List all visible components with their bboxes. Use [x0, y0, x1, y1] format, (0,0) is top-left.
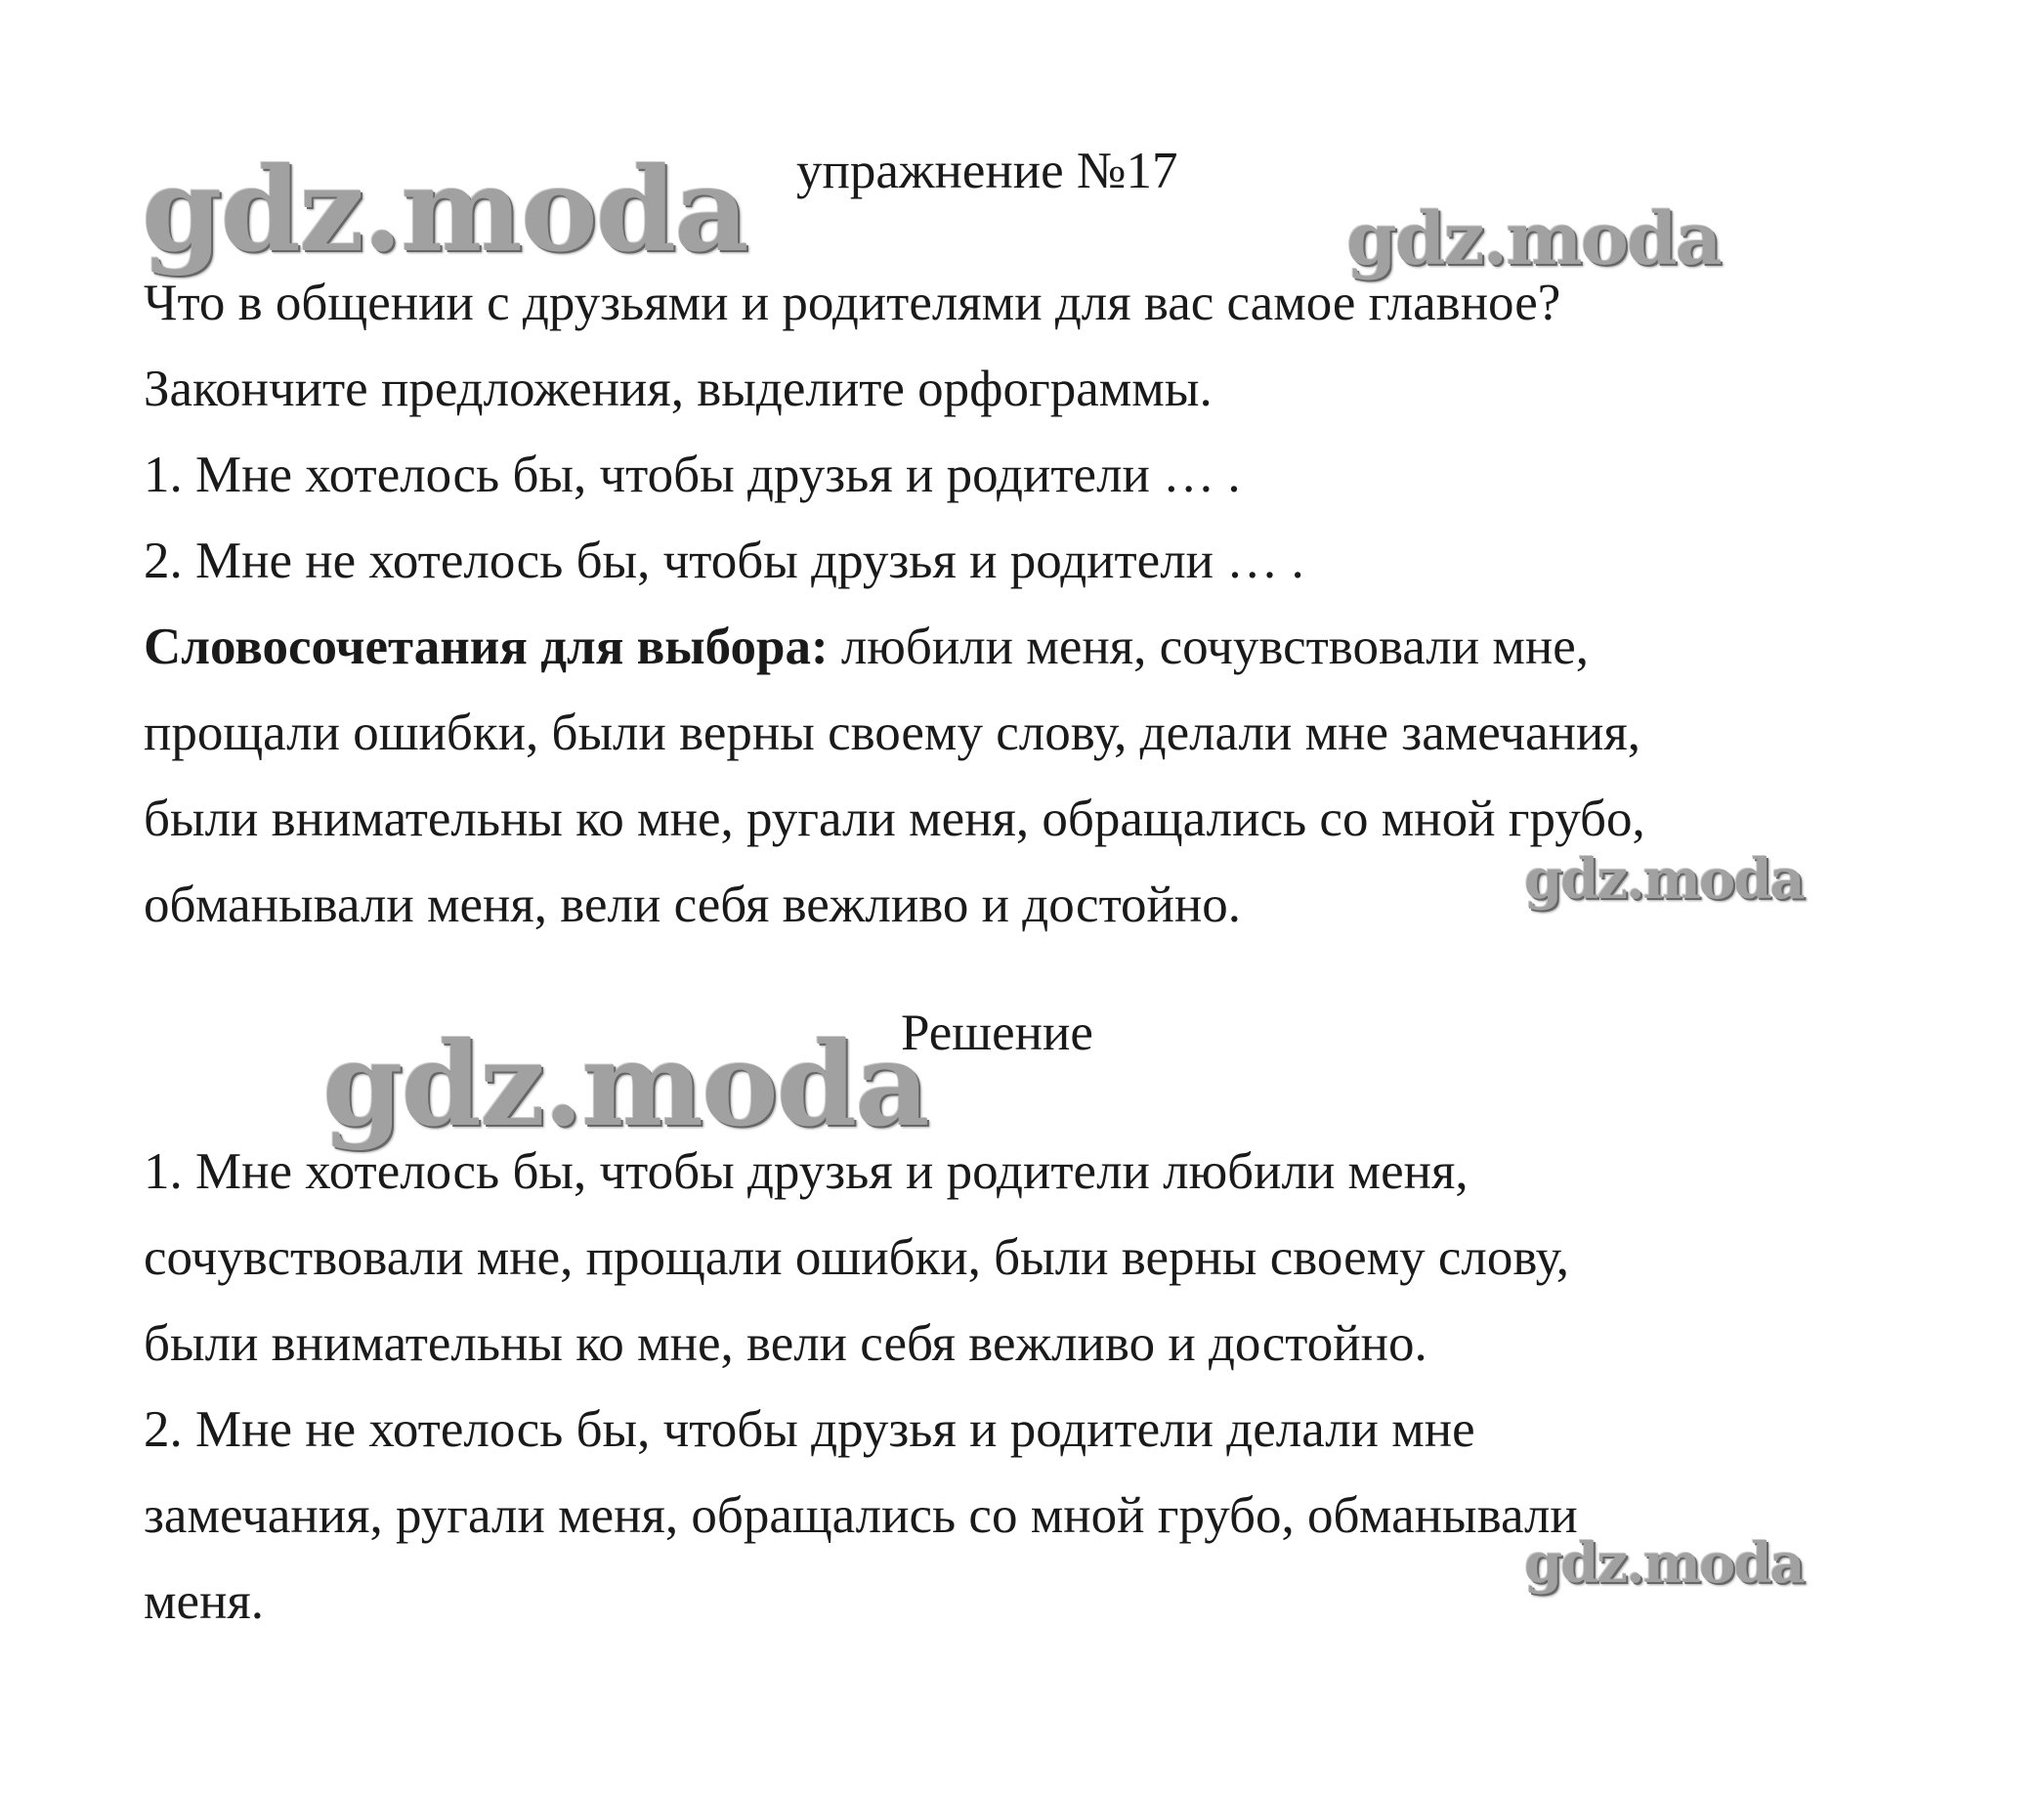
- watermark-logo: gdz.moda: [142, 142, 747, 278]
- watermark-logo: gdz.moda: [1524, 847, 1804, 912]
- choices-line-2: прощали ошибки, были верны своему слову, делали мне замечания,: [144, 705, 1641, 761]
- exercise-item-1: 1. Мне хотелось бы, чтобы друзья и родители … .: [144, 447, 1241, 503]
- choices-label: Словосочетания для выбора:: [144, 619, 829, 675]
- solution-line-5: замечания, ругали меня, обращались со мной грубо, обманывали: [144, 1487, 1578, 1544]
- solution-line-4: 2. Мне не хотелось бы, чтобы друзья и родители делали мне: [144, 1401, 1475, 1458]
- solution-line-2: сочувствовали мне, прощали ошибки, были верны своему слову,: [144, 1229, 1570, 1286]
- solution-line-6: меня.: [144, 1573, 265, 1630]
- exercise-item-2: 2. Мне не хотелось бы, чтобы друзья и родители … .: [144, 533, 1304, 589]
- exercise-question: Что в общении с друзьями и родителями для вас самое главное?: [144, 275, 1561, 331]
- choices-text: любили меня, сочувствовали мне,: [828, 619, 1590, 675]
- watermark-logo: gdz.moda: [322, 1016, 928, 1152]
- exercise-instruction: Закончите предложения, выделите орфограммы.: [144, 361, 1213, 417]
- watermark-logo: gdz.moda: [1346, 197, 1721, 281]
- choices-line-4: обманывали меня, вели себя вежливо и достойно.: [144, 877, 1242, 933]
- solution-line-3: были внимательны ко мне, вели себя вежливо и достойно.: [144, 1315, 1427, 1372]
- choices-line-3: были внимательны ко мне, ругали меня, обращались со мной грубо,: [144, 791, 1645, 847]
- choices-first-line: [144, 616, 1589, 678]
- watermark-logo: gdz.moda: [1524, 1531, 1804, 1596]
- solution-line-1: 1. Мне хотелось бы, чтобы друзья и родители любили меня,: [144, 1143, 1469, 1200]
- solution-title: Решение: [901, 1005, 1093, 1061]
- exercise-title: упражнение №17: [796, 143, 1178, 199]
